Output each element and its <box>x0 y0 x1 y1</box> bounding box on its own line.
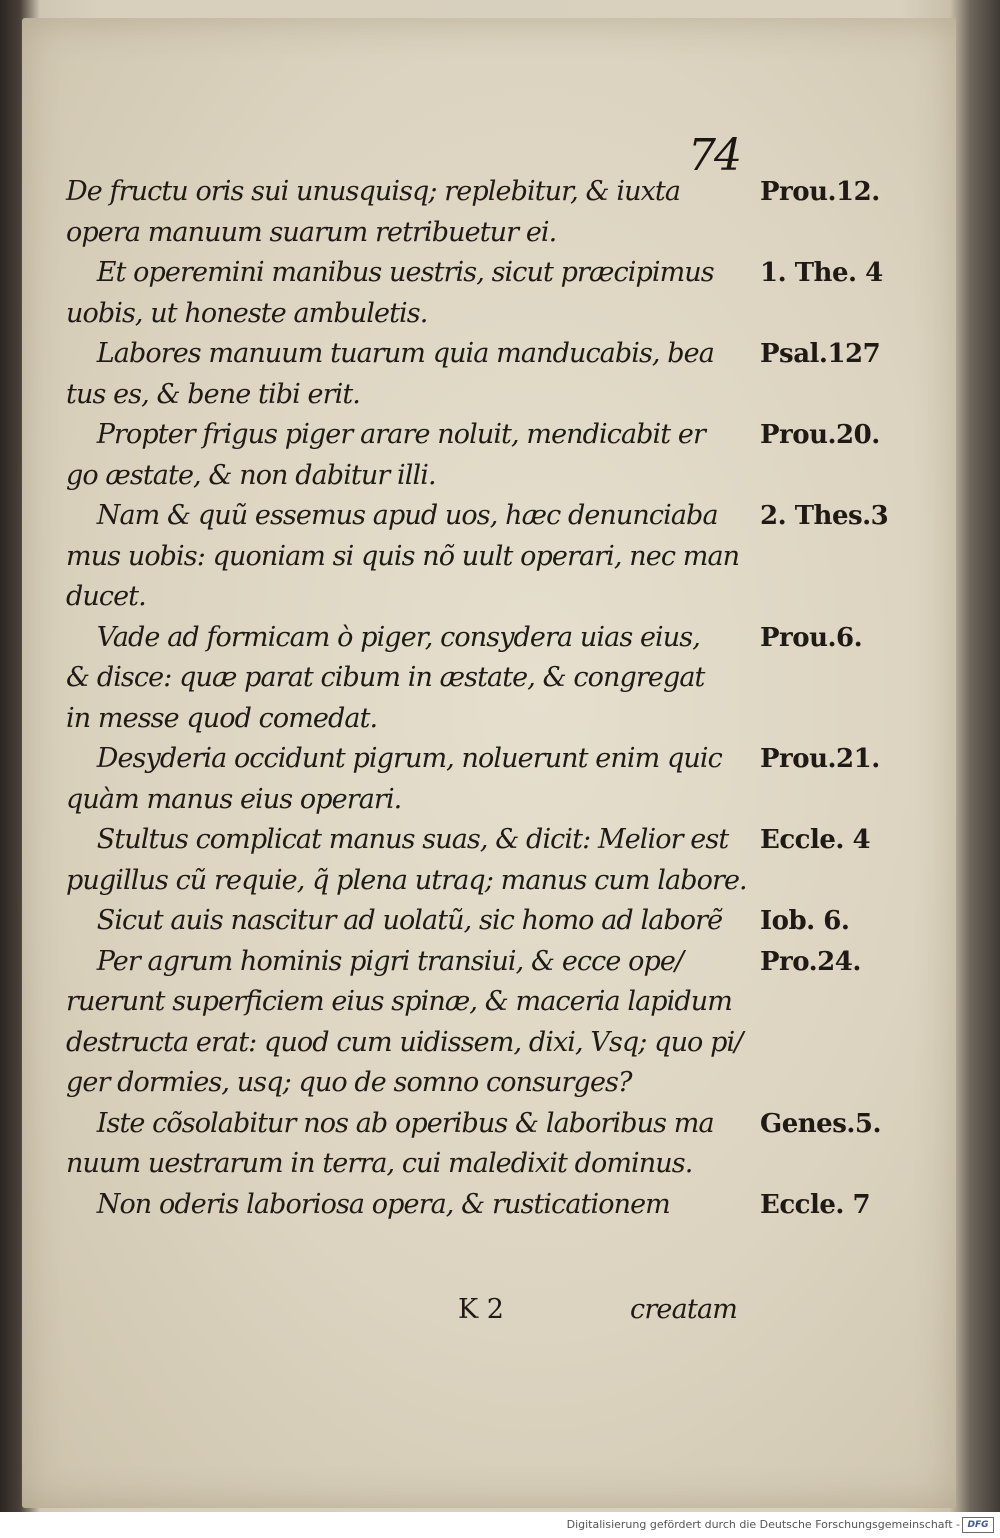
text-line: uobis, ut honeste ambuletis. <box>66 297 428 329</box>
text-line: in messe quod comedat. <box>66 702 378 734</box>
text-line: Nam & quũ essemus apud uos, hæc denunciaba <box>66 500 718 531</box>
text-line: Desyderia occidunt pigrum, noluerunt enim quic <box>66 743 722 774</box>
footer-credit: Digitalisierung gefördert durch die Deutsche Forschungsgemeinschaft - <box>566 1518 960 1531</box>
text-line: De fructu oris sui unusquisq; replebitur, & iuxta <box>66 176 681 207</box>
margin-ref: Pro.24. <box>760 947 861 977</box>
text-line: Iste cõsolabitur nos ab operibus & laboribus ma <box>66 1107 714 1139</box>
margin-ref: Prou.12. <box>760 177 880 207</box>
page-number: 74 <box>688 130 740 181</box>
margin-ref: 1. The. 4 <box>760 258 883 288</box>
text-line: Sicut auis nascitur ad uolatũ, sic homo ad laborẽ <box>66 905 723 936</box>
text-line: Labores manuum tuarum quia manducabis, bea <box>66 338 714 369</box>
text-line: Non oderis laboriosa opera, & rusticationem <box>66 1188 670 1220</box>
text-line: mus uobis: quoniam si quis nõ uult operari, nec man <box>66 540 740 572</box>
margin-ref: Iob. 6. <box>760 906 850 936</box>
text-line: Per agrum hominis pigri transiui, & ecce ope/ <box>66 945 684 977</box>
margin-ref: Eccle. 7 <box>760 1190 871 1220</box>
dfg-logo: DFG <box>962 1517 994 1533</box>
text-line: opera manuum suarum retribuetur ei. <box>66 216 557 248</box>
margin-ref: Prou.21. <box>760 744 880 774</box>
signature-mark: K 2 <box>458 1294 504 1325</box>
text-line: go æstate, & non dabitur illi. <box>66 459 436 491</box>
text-line: ducet. <box>66 581 146 612</box>
text-line: Vade ad formicam ò piger, consydera uias eius, <box>66 621 700 653</box>
margin-ref: Prou.20. <box>760 420 880 450</box>
text-line: Propter frigus piger arare noluit, mendicabit er <box>66 419 706 450</box>
text-line: quàm manus eius operari. <box>66 783 402 815</box>
digitization-footer <box>0 1512 1000 1538</box>
text-line: & disce: quæ parat cibum in æstate, & congregat <box>66 662 705 693</box>
text-line: Stultus complicat manus suas, & dicit: Melior est <box>66 824 729 855</box>
text-line: destructa erat: quod cum uidissem, dixi, Vsq; quo pi/ <box>66 1026 743 1058</box>
main-text <box>66 172 750 1225</box>
text-line: Et operemini manibus uestris, sicut præcipimus <box>66 257 714 288</box>
text-line: ruerunt superficiem eius spinæ, & maceria lapidum <box>66 986 732 1017</box>
text-line: pugillus cũ requie, q̃ plena utraq; manus cum labore. <box>66 864 747 896</box>
margin-ref: Genes.5. <box>760 1109 882 1139</box>
text-line: nuum uestrarum in terra, cui maledixit dominus. <box>66 1148 693 1179</box>
margin-ref: 2. Thes.3 <box>760 501 889 531</box>
margin-ref: Prou.6. <box>760 623 863 653</box>
margin-ref: Psal.127 <box>760 339 881 369</box>
catchword: creatam <box>630 1294 738 1325</box>
text-line: tus es, & bene tibi erit. <box>66 378 360 410</box>
text-line: ger dormies, usq; quo de somno consurges? <box>66 1067 632 1098</box>
margin-ref: Eccle. 4 <box>760 825 871 855</box>
